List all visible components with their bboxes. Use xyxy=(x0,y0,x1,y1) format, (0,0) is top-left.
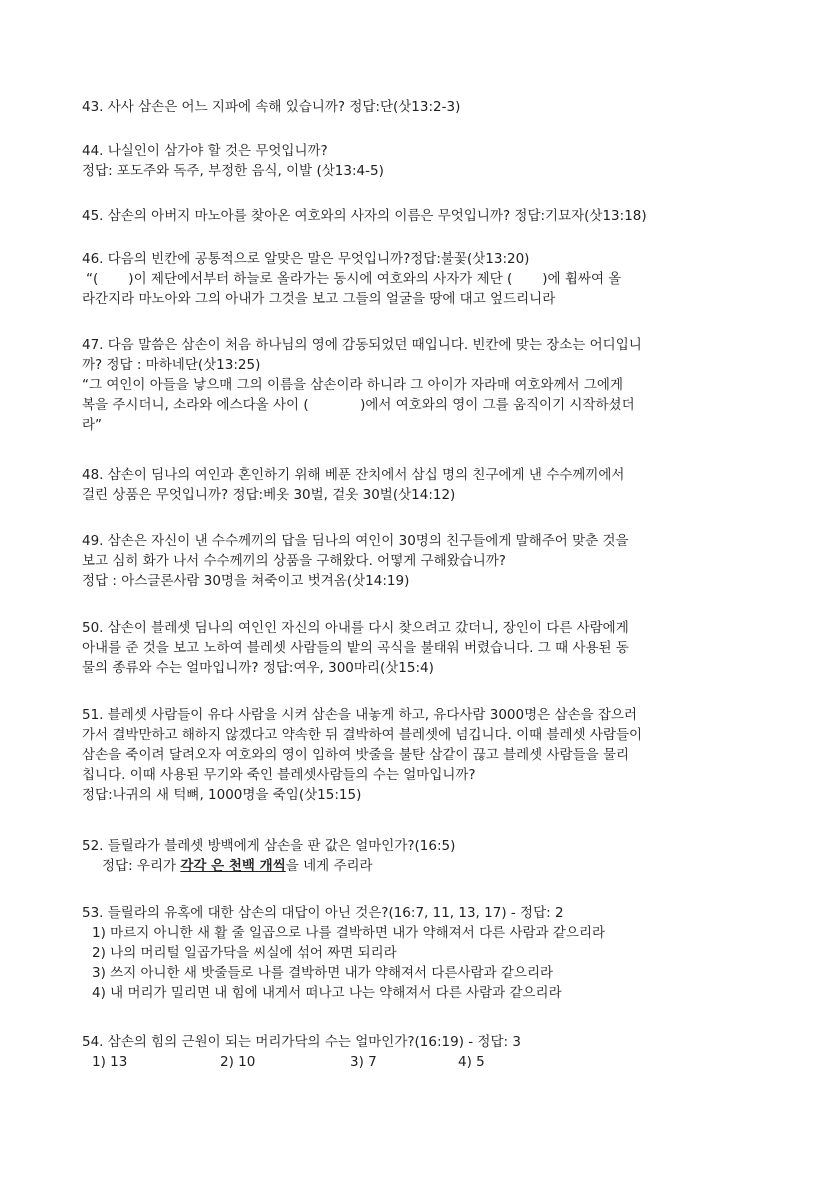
question-43 xyxy=(82,97,762,117)
question-text: 48. 삼손이 딤나의 여인과 혼인하기 위해 베푼 잔치에서 삼십 명의 친구에게 낸 수수께끼에서 xyxy=(82,467,625,483)
option-4: 4) 5 xyxy=(458,1054,485,1070)
quote-text: “( )이 제단에서부터 하늘로 올라가는 동시에 여호와의 사자가 제단 ( )에 휩싸여 올 xyxy=(86,271,622,287)
answer-text xyxy=(82,856,762,876)
question-text: 51. 블레셋 사람들이 유다 사람을 시켜 삼손을 내놓게 하고, 유다사람 3000명은 삼손을 잡으러 xyxy=(82,707,638,723)
question-47 xyxy=(82,335,762,435)
option-1: 1) 마르지 아니한 새 활 줄 일곱으로 나를 결박하면 내가 약해져서 다른 사람과 같으리라 xyxy=(92,925,606,941)
answer-text: 정답 : 아스글론사람 30명을 쳐죽이고 벗겨옴(삿14:19) xyxy=(82,573,410,589)
quote-text: 복을 주시더니, 소라와 에스다올 사이 ( )에서 여호와의 영이 그를 움직이기 시작하셨더 xyxy=(82,397,635,413)
quote-text: 라” xyxy=(82,417,103,433)
question-51 xyxy=(82,705,762,805)
answer-text: 정답: 포도주와 독주, 부정한 음식, 이발 (삿13:4-5) xyxy=(82,163,384,179)
question-text: 50. 삼손이 블레셋 딤나의 여인인 자신의 아내를 다시 찾으려고 갔더니, 장인이 다른 사람에게 xyxy=(82,620,629,636)
question-52 xyxy=(82,836,762,876)
question-text: 46. 다음의 빈칸에 공통적으로 알맞은 말은 무엇입니까?정답:불꽃(삿13:20) xyxy=(82,251,530,267)
question-text: 53. 들릴라의 유혹에 대한 삼손의 대답이 아닌 것은?(16:7, 11, 13, 17) - 정답: 2 xyxy=(82,905,564,921)
answer-prefix: 정답: 우리가 xyxy=(102,858,181,874)
answer-text: 걸린 상품은 무엇입니까? 정답:베옷 30벌, 겉옷 30벌(삿14:12) xyxy=(82,487,456,503)
option-1: 1) 13 xyxy=(92,1054,128,1070)
question-text: 칩니다. 이때 사용된 무기와 죽인 블레셋사람들의 수는 얼마입니까? xyxy=(82,767,476,783)
question-text: 44. 나실인이 삼가야 할 것은 무엇입니까? xyxy=(82,143,328,159)
question-text: 물의 종류와 수는 얼마입니까? 정답:여우, 300마리(삿15:4) xyxy=(82,660,434,676)
question-text: 43. 사사 삼손은 어느 지파에 속해 있습니까? 정답:단(삿13:2-3) xyxy=(82,99,461,115)
question-53 xyxy=(82,903,762,1003)
question-45 xyxy=(82,206,762,226)
options-row xyxy=(82,1052,762,1072)
question-text: 49. 삼손은 자신이 낸 수수께끼의 답을 딤나의 여인이 30명의 친구들에게 말해주어 맞춘 것을 xyxy=(82,533,629,549)
quote-text: 라간지라 마노아와 그의 아내가 그것을 보고 그들의 얼굴을 땅에 대고 엎드리니라 xyxy=(82,291,556,307)
option-3: 3) 7 xyxy=(350,1054,377,1070)
answer-emphasis: 각각 은 천백 개씩 xyxy=(180,858,286,874)
question-text: 삼손을 죽이려 달려오자 여호와의 영이 임하여 밧줄을 불탄 삼같이 끊고 블레셋 사람들을 물리 xyxy=(82,747,630,763)
question-54 xyxy=(82,1032,762,1072)
option-2: 2) 나의 머리털 일곱가닥을 씨실에 섞어 짜면 되리라 xyxy=(92,945,397,961)
option-2: 2) 10 xyxy=(220,1054,256,1070)
question-44 xyxy=(82,141,762,181)
question-text: 보고 심히 화가 나서 수수께끼의 상품을 구해왔다. 어떻게 구해왔습니까? xyxy=(82,553,506,569)
answer-text: 정답:나귀의 새 턱뼈, 1000명을 죽임(삿15:15) xyxy=(82,787,362,803)
question-text: 54. 삼손의 힘의 근원이 되는 머리가닥의 수는 얼마인가?(16:19) - 정답: 3 xyxy=(82,1034,521,1050)
question-46 xyxy=(82,249,762,309)
question-50 xyxy=(82,618,762,678)
question-49 xyxy=(82,531,762,591)
quote-text: “그 여인이 아들을 낳으매 그의 이름을 삼손이라 하니라 그 아이가 자라매 여호와께서 그에게 xyxy=(82,377,624,393)
question-text: 47. 다음 말씀은 삼손이 처음 하나님의 영에 감동되었던 때입니다. 빈칸에 맞는 장소는 어디입니 xyxy=(82,337,642,353)
question-text: 45. 삼손의 아버지 마노아를 찾아온 여호와의 사자의 이름은 무엇입니까? 정답:기묘자(삿13:18) xyxy=(82,208,647,224)
option-3: 3) 쓰지 아니한 새 밧줄들로 나를 결박하면 내가 약해져서 다른사람과 같으리라 xyxy=(92,965,554,981)
answer-suffix: 을 네게 주리라 xyxy=(285,858,373,874)
question-text: 52. 들릴라가 블레셋 방백에게 삼손을 판 값은 얼마인가?(16:5) xyxy=(82,838,456,854)
question-48 xyxy=(82,465,762,505)
question-text: 가서 결박만하고 해하지 않겠다고 약속한 뒤 결박하여 블레셋에 넘깁니다. 이때 블레셋 사람들이 xyxy=(82,727,643,743)
answer-text: 까? 정답 : 마하네단(삿13:25) xyxy=(82,357,261,373)
question-text: 아내를 준 것을 보고 노하여 블레셋 사람들의 밭의 곡식을 불태워 버렸습니다. 그 때 사용된 동 xyxy=(82,640,629,656)
option-4: 4) 내 머리가 밀리면 내 힘에 내게서 떠나고 나는 약해져서 다른 사람과 같으리라 xyxy=(92,985,562,1001)
